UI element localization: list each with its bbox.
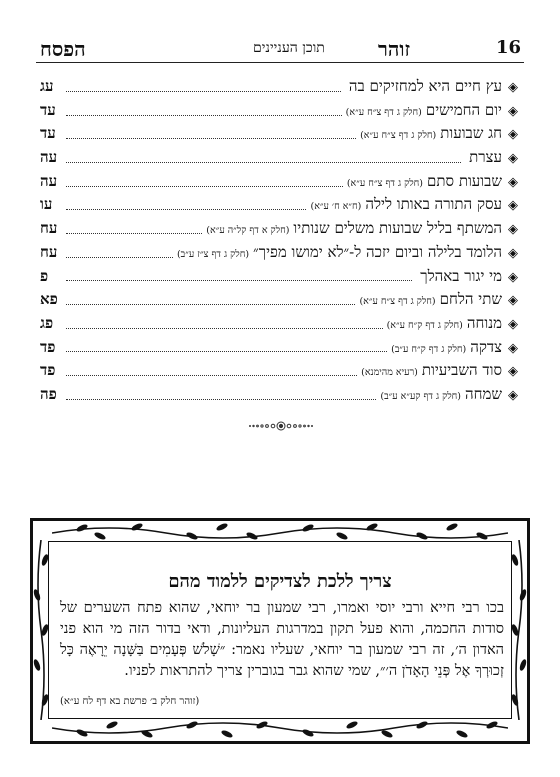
- quote-title: צריך ללכת לצדיקים ללמוד מהם: [168, 571, 392, 592]
- page-number: 16: [496, 37, 522, 58]
- toc-title: יום החמישים: [425, 100, 502, 119]
- leader-dots: [66, 256, 173, 258]
- ornament-divider: [246, 420, 316, 432]
- toc-title: מי יגור באהלך: [420, 266, 502, 285]
- toc-ref: (חלק ג דף צ״ח ע״א): [360, 130, 437, 142]
- toc-ref: (חלק ג דף צ״ח ע״א): [345, 106, 422, 118]
- diamond-bullet-icon: ◈: [508, 269, 518, 285]
- toc-entry[interactable]: [40, 312, 524, 336]
- leader-dots: [66, 327, 383, 329]
- toc-title: עץ חיים היא למחזיקים בה: [348, 77, 502, 95]
- toc-ref: (חלק ג דף צ״ח ע״א): [346, 177, 424, 189]
- quote-source: (זוהר חלק ב׳ פרשת בא דף לח ע״א): [60, 696, 200, 707]
- diamond-bullet-icon: ◈: [508, 198, 518, 214]
- toc-title: המשתף בליל שבועות משלים שנותיו: [293, 219, 502, 238]
- toc-page: פד: [40, 361, 56, 380]
- toc-ref: (חלק א דף קל״ה ע״א): [206, 225, 290, 237]
- diamond-bullet-icon: ◈: [508, 293, 518, 309]
- toc-ref: (חלק ג דף קע״א ע״ב): [380, 390, 461, 402]
- toc-ref: (חלק ג דף ק״ח ע״ב): [391, 343, 467, 355]
- toc-page: עח: [40, 242, 58, 261]
- toc-entry[interactable]: [40, 359, 524, 383]
- quote-body: בכו רבי חייא ורבי יוסי ואמרו, רבי שמעון בר יוחאי, שהוא פתח השערים של סודות החכמה, והוא פעל תקון במדרגות העליונות, ודאי בדור הזה מי הוא פני האדון ה׳, זה רבי שמעון בר יוחאי, שעליו נאמר: ״שָׁלֹש פְּעָמִים בַּשָּׁנָה יֵרָאֶה כָּל זְכוּרְךָ אֶל פְּנֵי הָאָדֹן ה׳״, שמי שהוא גבר בגוברין צריך להתראות לפניו.: [60, 600, 504, 679]
- leader-dots: [66, 279, 412, 281]
- toc-page: עג: [40, 77, 54, 95]
- toc-page: עד: [40, 100, 56, 119]
- table-of-contents: [40, 75, 524, 407]
- vine-border-left-icon: [33, 540, 49, 720]
- toc-page: עו: [40, 195, 53, 214]
- toc-entry[interactable]: [40, 265, 524, 289]
- diamond-bullet-icon: ◈: [508, 127, 518, 143]
- toc-title: עצרת: [469, 148, 502, 167]
- diamond-bullet-icon: ◈: [508, 316, 518, 332]
- header-book: זוהר: [378, 37, 411, 61]
- toc-page: פד: [40, 337, 56, 356]
- header-topic: הפסח: [40, 37, 86, 61]
- leader-dots: [66, 185, 343, 187]
- leader-dots: [66, 303, 355, 305]
- diamond-bullet-icon: ◈: [508, 387, 518, 403]
- toc-entry[interactable]: [40, 75, 524, 99]
- diamond-bullet-icon: ◈: [508, 245, 518, 261]
- vine-border-bottom-icon: [52, 720, 508, 740]
- toc-ref: (חלק ג דף צ״ח ע״א): [359, 296, 436, 308]
- diamond-bullet-icon: ◈: [508, 80, 518, 95]
- toc-entry[interactable]: [40, 193, 524, 217]
- diamond-bullet-icon: ◈: [508, 103, 518, 119]
- toc-entry[interactable]: [40, 122, 524, 146]
- diamond-bullet-icon: ◈: [508, 340, 518, 356]
- toc-page: פה: [40, 384, 57, 403]
- toc-entry[interactable]: [40, 99, 524, 123]
- toc-entry[interactable]: [40, 146, 524, 170]
- toc-ref: (ח״א ח׳ ע״א): [310, 201, 362, 213]
- leader-dots: [66, 232, 202, 234]
- toc-title: הלומד בלילה וביום יזכה ל-״לא ימושו מפיך״: [253, 242, 502, 261]
- leader-dots: [66, 137, 356, 139]
- vine-border-right-icon: [511, 540, 527, 720]
- toc-page: פג: [40, 313, 54, 332]
- toc-entry[interactable]: [40, 170, 524, 194]
- toc-entry[interactable]: [40, 336, 524, 360]
- toc-title: חג שבועות: [440, 124, 502, 143]
- leader-dots: [66, 350, 387, 352]
- toc-page: עד: [40, 124, 56, 143]
- toc-title: סוד השביעיות: [421, 361, 502, 380]
- header-section: תוכן העניינים: [253, 40, 325, 56]
- vine-border-top-icon: [52, 521, 508, 541]
- header-rule: [36, 62, 524, 63]
- toc-title: צדקה: [470, 337, 502, 356]
- toc-title: שבועות סתם: [427, 171, 502, 190]
- toc-entry[interactable]: [40, 288, 524, 312]
- toc-ref: (רעיא מהימנא): [361, 367, 418, 379]
- toc-entry[interactable]: [40, 383, 524, 407]
- toc-page: פ: [40, 266, 49, 285]
- leader-dots: [66, 90, 341, 92]
- leader-dots: [66, 161, 461, 163]
- toc-title: עסק התורה באותו לילה: [365, 195, 502, 214]
- diamond-bullet-icon: ◈: [508, 174, 518, 190]
- toc-entry[interactable]: [40, 217, 524, 241]
- toc-page: עה: [40, 171, 58, 190]
- toc-title: שמחה: [464, 384, 502, 403]
- toc-title: שתי הלחם: [439, 290, 502, 309]
- leader-dots: [66, 374, 357, 376]
- toc-page: פא: [40, 290, 58, 309]
- toc-page: עה: [40, 148, 58, 167]
- diamond-bullet-icon: ◈: [508, 151, 518, 167]
- toc-ref: (חלק ג דף ק״ח ע״א): [386, 319, 463, 331]
- toc-ref: (חלק ג דף צ״ז ע״ב): [176, 248, 250, 260]
- leader-dots: [66, 398, 376, 400]
- diamond-bullet-icon: ◈: [508, 364, 518, 380]
- toc-entry[interactable]: [40, 241, 524, 265]
- toc-title: מנוחה: [466, 313, 502, 332]
- leader-dots: [66, 114, 342, 116]
- diamond-bullet-icon: ◈: [508, 222, 518, 238]
- toc-page: עח: [40, 219, 58, 238]
- leader-dots: [66, 208, 306, 210]
